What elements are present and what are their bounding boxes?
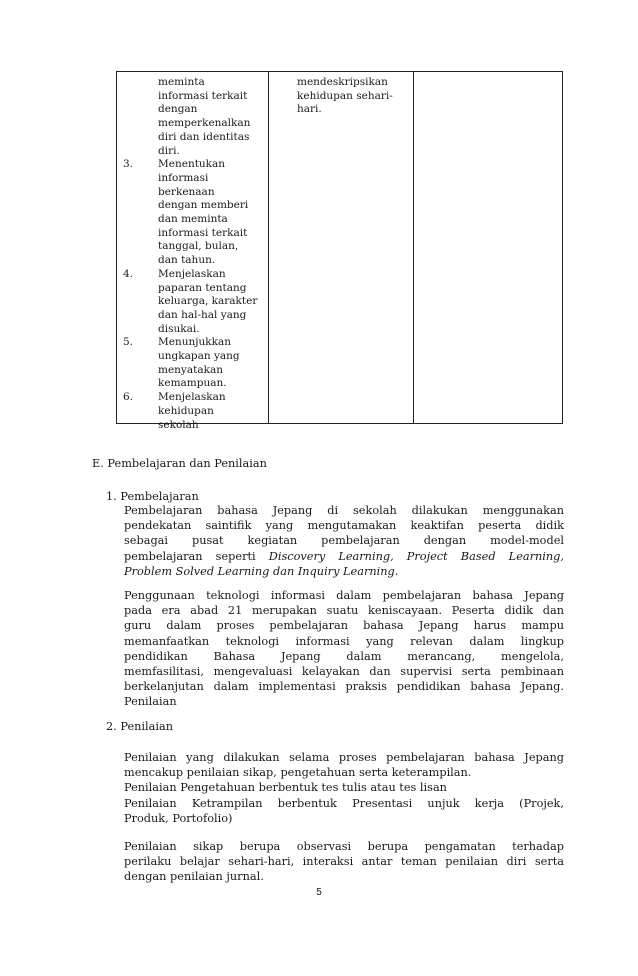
table-cell-competencies xyxy=(123,76,268,432)
text-line: pendekatan saintifik yang mengutamakan keaktifan peserta didik xyxy=(124,519,564,533)
table-line: paparan tentang xyxy=(158,281,247,294)
text-line: sebagai pusat kegiatan pembelajaran dengan model-model xyxy=(124,534,564,548)
text-line: Pembelajaran bahasa Jepang di sekolah dilakukan menggunakan xyxy=(124,504,564,517)
text-line: Penilaian sikap berupa observasi berupa pengamatan terhadap xyxy=(124,840,564,853)
list-item xyxy=(123,391,268,432)
list-item xyxy=(123,158,268,268)
table-line: dengan xyxy=(158,103,198,116)
text-line: Penggunaan teknologi informasi dalam pembelajaran bahasa Jepang xyxy=(124,589,564,602)
list-item xyxy=(123,268,268,337)
list-item xyxy=(123,336,268,391)
table-line: berkenaan xyxy=(158,185,215,198)
text-line: Produk, Portofolio) xyxy=(124,811,233,825)
table-line: diri. xyxy=(158,144,180,157)
text-line: pada era abad 21 merupakan suatu keniscayaan. Peserta didik dan xyxy=(124,604,564,618)
text-line: Penilaian Ketrampilan berbentuk Presentasi unjuk kerja (Projek, xyxy=(124,796,564,810)
paragraph-pembelajaran-1 xyxy=(124,503,564,579)
table-line: dengan memberi xyxy=(158,199,249,212)
page-number: 5 xyxy=(316,887,322,898)
text-span: pembelajaran seperti xyxy=(124,549,269,563)
text-line: Penilaian Pengetahuan berbentuk tes tulis atau tes lisan xyxy=(124,781,447,795)
table-line: hari. xyxy=(297,103,322,116)
table-line: kemampuan. xyxy=(158,377,227,390)
table-cell-description xyxy=(297,76,407,117)
text-line: memfasilitasi, mengevaluasi kelayakan dan supervisi serta pembinaan xyxy=(124,665,564,679)
paragraph-penilaian-1 xyxy=(124,750,564,826)
table-line: keluarga, karakter xyxy=(158,295,258,308)
table-line: mendeskripsikan xyxy=(297,76,388,88)
table-line: dan tahun. xyxy=(158,254,216,267)
text-line: Penilaian xyxy=(124,695,177,709)
table-line: memperkenalkan xyxy=(158,117,251,130)
paragraph-penilaian-2 xyxy=(124,839,564,885)
model-list-italic: Problem Solved Learning dan Inquiry Learning xyxy=(124,564,395,578)
table-line: Menunjukkan xyxy=(158,336,232,349)
table-line: ungkapan yang xyxy=(158,350,240,363)
table-line: menyatakan xyxy=(158,363,223,376)
section-heading: E. Pembelajaran dan Penilaian xyxy=(92,457,267,470)
text-line: perilaku belajar sehari-hari, interaksi antar teman penilaian diri serta xyxy=(124,855,564,869)
text-line: memanfaatkan teknologi informasi yang relevan dalam lingkup xyxy=(124,634,564,648)
competency-table xyxy=(116,71,563,431)
table-line: kehidupan sehari- xyxy=(297,89,393,102)
text-line: Penilaian yang dilakukan selama proses pembelajaran bahasa Jepang xyxy=(124,751,564,764)
text-line: dengan penilaian jurnal. xyxy=(124,870,264,884)
text-line: mencakup penilaian sikap, pengetahuan serta keterampilan. xyxy=(124,766,472,780)
table-line: Menjelaskan xyxy=(158,391,226,404)
model-list-italic: Discovery Learning, Project Based Learning, xyxy=(268,549,564,563)
table-line: dan meminta xyxy=(158,213,228,226)
table-line: Menjelaskan xyxy=(158,267,226,280)
table-line: informasi xyxy=(158,171,209,184)
subsection-title-penilaian: 2. Penilaian xyxy=(106,720,174,733)
text-span: . xyxy=(394,564,399,578)
list-number: 5. xyxy=(123,336,134,349)
table-line: informasi terkait xyxy=(158,89,248,102)
text-line xyxy=(124,549,564,564)
table-line: kehidupan xyxy=(158,404,214,417)
list-number: 4. xyxy=(123,267,134,280)
paragraph-pembelajaran-2 xyxy=(124,588,564,710)
table-line: informasi terkait xyxy=(158,226,248,239)
table-line: meminta xyxy=(158,76,205,88)
table-line: dan hal-hal yang xyxy=(158,308,247,321)
list-number: 3. xyxy=(123,158,134,171)
text-line: berkelanjutan dalam implementasi praksis pendidikan bahasa Jepang. xyxy=(124,680,564,694)
text-line: pendidikan Bahasa Jepang dalam merancang, mengelola, xyxy=(124,649,564,663)
text-line: guru dalam proses pembelajaran bahasa Jepang harus mampu xyxy=(124,619,564,633)
list-number: 6. xyxy=(123,391,134,404)
table-line: Menentukan xyxy=(158,158,226,171)
table-line: disukai. xyxy=(158,322,200,335)
text-line xyxy=(124,564,564,579)
table-divider xyxy=(268,72,269,423)
subsection-title-pembelajaran: 1. Pembelajaran xyxy=(106,490,199,503)
table-line: sekolah xyxy=(158,418,199,431)
table-line: tanggal, bulan, xyxy=(158,240,239,253)
table-line: diri dan identitas xyxy=(158,130,250,143)
table-divider xyxy=(413,72,414,423)
